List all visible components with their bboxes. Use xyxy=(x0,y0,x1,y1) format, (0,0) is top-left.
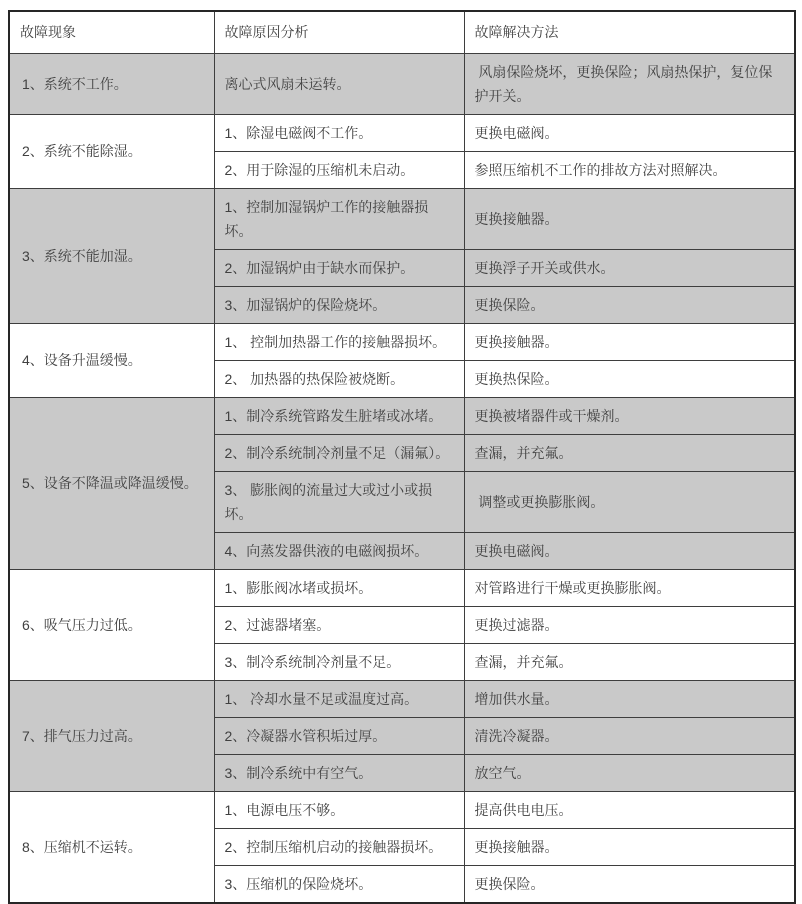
fault-phenomenon-cell: 2、系统不能除湿。 xyxy=(9,114,214,188)
fault-solution-cell: 更换热保险。 xyxy=(464,360,795,397)
fault-solution-cell: 更换接触器。 xyxy=(464,323,795,360)
column-header-cause: 故障原因分析 xyxy=(214,11,464,53)
fault-solution-cell: 更换保险。 xyxy=(464,865,795,903)
fault-cause-cell: 4、向蒸发器供液的电磁阀损坏。 xyxy=(214,532,464,569)
fault-cause-cell: 2、制冷系统制冷剂量不足（漏氟）。 xyxy=(214,434,464,471)
fault-cause-cell: 1、膨胀阀冰堵或损坏。 xyxy=(214,569,464,606)
table-row xyxy=(9,791,795,828)
fault-solution-cell: 更换保险。 xyxy=(464,286,795,323)
fault-cause-cell: 2、过滤器堵塞。 xyxy=(214,606,464,643)
table-row xyxy=(9,114,795,151)
fault-solution-cell: 更换电磁阀。 xyxy=(464,532,795,569)
fault-phenomenon-cell: 7、排气压力过高。 xyxy=(9,680,214,791)
fault-cause-cell: 3、制冷系统制冷剂量不足。 xyxy=(214,643,464,680)
table-row xyxy=(9,397,795,434)
fault-phenomenon-cell: 5、设备不降温或降温缓慢。 xyxy=(9,397,214,569)
fault-solution-cell: 查漏，并充氟。 xyxy=(464,643,795,680)
fault-solution-cell: 清洗冷凝器。 xyxy=(464,717,795,754)
fault-solution-cell: 查漏，并充氟。 xyxy=(464,434,795,471)
column-header-phenomenon: 故障现象 xyxy=(9,11,214,53)
table-row xyxy=(9,53,795,114)
fault-cause-cell: 1、 冷却水量不足或温度过高。 xyxy=(214,680,464,717)
fault-cause-cell: 离心式风扇未运转。 xyxy=(214,53,464,114)
fault-solution-cell: 提高供电电压。 xyxy=(464,791,795,828)
fault-solution-cell: 调整或更换膨胀阀。 xyxy=(464,471,795,532)
fault-cause-cell: 2、 加热器的热保险被烧断。 xyxy=(214,360,464,397)
fault-troubleshooting-table xyxy=(8,10,796,904)
table-row xyxy=(9,323,795,360)
fault-cause-cell: 1、控制加湿锅炉工作的接触器损坏。 xyxy=(214,188,464,249)
fault-solution-cell: 更换过滤器。 xyxy=(464,606,795,643)
fault-phenomenon-cell: 6、吸气压力过低。 xyxy=(9,569,214,680)
fault-solution-cell: 对管路进行干燥或更换膨胀阀。 xyxy=(464,569,795,606)
fault-cause-cell: 1、制冷系统管路发生脏堵或冰堵。 xyxy=(214,397,464,434)
fault-phenomenon-cell: 4、设备升温缓慢。 xyxy=(9,323,214,397)
fault-solution-cell: 更换浮子开关或供水。 xyxy=(464,249,795,286)
column-header-solution: 故障解决方法 xyxy=(464,11,795,53)
fault-cause-cell: 2、加湿锅炉由于缺水而保护。 xyxy=(214,249,464,286)
fault-cause-cell: 3、 膨胀阀的流量过大或过小或损坏。 xyxy=(214,471,464,532)
fault-phenomenon-cell: 8、压缩机不运转。 xyxy=(9,791,214,903)
table-row xyxy=(9,569,795,606)
fault-cause-cell: 2、控制压缩机启动的接触器损坏。 xyxy=(214,828,464,865)
fault-cause-cell: 3、加湿锅炉的保险烧坏。 xyxy=(214,286,464,323)
fault-solution-cell: 风扇保险烧坏，更换保险；风扇热保护，复位保护开关。 xyxy=(464,53,795,114)
table-row xyxy=(9,188,795,249)
fault-cause-cell: 1、除湿电磁阀不工作。 xyxy=(214,114,464,151)
fault-solution-cell: 更换电磁阀。 xyxy=(464,114,795,151)
fault-cause-cell: 3、压缩机的保险烧坏。 xyxy=(214,865,464,903)
table-body xyxy=(9,53,795,903)
fault-solution-cell: 增加供水量。 xyxy=(464,680,795,717)
fault-phenomenon-cell: 1、系统不工作。 xyxy=(9,53,214,114)
header-row xyxy=(9,11,795,53)
fault-solution-cell: 更换接触器。 xyxy=(464,188,795,249)
fault-solution-cell: 更换被堵器件或干燥剂。 xyxy=(464,397,795,434)
fault-cause-cell: 1、 控制加热器工作的接触器损坏。 xyxy=(214,323,464,360)
table-row xyxy=(9,680,795,717)
fault-solution-cell: 更换接触器。 xyxy=(464,828,795,865)
fault-phenomenon-cell: 3、系统不能加湿。 xyxy=(9,188,214,323)
fault-cause-cell: 2、用于除湿的压缩机未启动。 xyxy=(214,151,464,188)
fault-solution-cell: 放空气。 xyxy=(464,754,795,791)
fault-solution-cell: 参照压缩机不工作的排故方法对照解决。 xyxy=(464,151,795,188)
fault-cause-cell: 3、制冷系统中有空气。 xyxy=(214,754,464,791)
fault-cause-cell: 1、电源电压不够。 xyxy=(214,791,464,828)
fault-cause-cell: 2、冷凝器水管积垢过厚。 xyxy=(214,717,464,754)
